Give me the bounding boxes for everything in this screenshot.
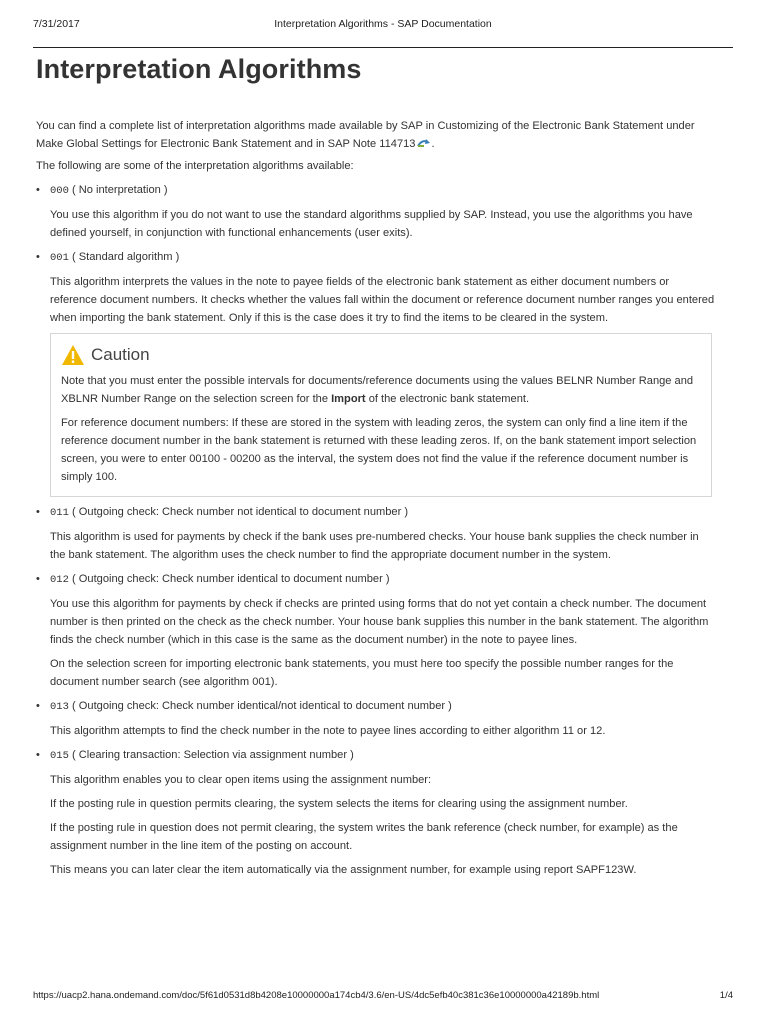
algorithm-code: 000 xyxy=(50,185,69,197)
page-number: 1/4 xyxy=(719,990,733,1001)
caution-box xyxy=(50,333,712,497)
algorithm-code: 011 xyxy=(50,507,69,519)
footer-url: https://uacp2.hana.ondemand.com/doc/5f61d0531d8b4208e10000000a174cb4/3.6/en-US/4dc5efb40c381c36e10000000a42189b.html xyxy=(33,990,600,1001)
header-divider xyxy=(33,47,733,48)
caution-paragraph: Note that you must enter the possible intervals for documents/reference documents using the values BELNR Number Range and XBLNR Number Range on the selection screen for the Import of the electronic bank statement. xyxy=(61,375,694,405)
page-title: Interpretation Algorithms xyxy=(36,54,362,84)
caution-paragraph: For reference document numbers: If these are stored in the system with leading zeros, the system can only find a line item if the reference document number in the bank statement is returned with these leading zeros. If, on the bank statement import selection screen, you were to enter 00100 - 00200 as the interval, the system does not find the value if the reference document number is simply 100. xyxy=(61,417,697,483)
algorithm-code: 015 xyxy=(50,750,69,762)
algorithm-title: ( No interpretation ) xyxy=(72,184,168,196)
algorithm-description: This algorithm enables you to clear open items using the assignment number: If the posting rule in question permits clearing, the system selects the items for clearing using the assignment number. If the posting rule in question does not permit clearing, the system writes the bank reference (check number, for example) as the assignment number in the line item of the posting on account. This means you can later clear the item automatically via the assignment number, for example using report SAPF123W. xyxy=(50,774,678,876)
sap-note-link[interactable]: 114713 xyxy=(379,138,416,150)
intro-list-lead: The following are some of the interpretation algorithms available: xyxy=(36,160,354,172)
list-item-013: • 013 ( Outgoing check: Check number identical/not identical to document number ) xyxy=(36,700,452,713)
intro-paragraph: You can find a complete list of interpretation algorithms made available by SAP in Customizing of the Electronic Bank Statement under Make Global Settings for Electronic Bank Statement and in SAP Note 114713 . xyxy=(36,120,695,150)
algorithm-code: 013 xyxy=(50,701,69,713)
algorithm-description: This algorithm interprets the values in the note to payee fields of the electronic bank statement as either document numbers or reference document numbers. It checks whether the values fall within the document or reference document number ranges you entered when importing the bank statement. Only if this is the case does it try to find the items to be cleared in the system. xyxy=(50,276,715,324)
caution-title: Caution xyxy=(91,345,150,364)
algorithm-description: This algorithm is used for payments by check if the bank uses pre-numbered checks. Your house bank supplies the check number in the bank statement. The algorithm uses the check number to find the appropriate document number in the system. xyxy=(50,531,699,561)
algorithm-title: ( Outgoing check: Check number identical/not identical to document number ) xyxy=(72,700,452,712)
document-body xyxy=(36,117,716,885)
algorithm-description: You use this algorithm if you do not want to use the standard algorithms supplied by SAP. Instead, you use the algorithms you have defined yourself, in conjunction with functional enhancements (user exits). xyxy=(50,209,693,239)
list-item-011: • 011 ( Outgoing check: Check number not identical to document number ) xyxy=(36,506,409,519)
algorithm-title: ( Clearing transaction: Selection via assignment number ) xyxy=(72,749,354,761)
list-item-015: • 015 ( Clearing transaction: Selection via assignment number ) xyxy=(36,749,354,762)
algorithm-title: ( Outgoing check: Check number not identical to document number ) xyxy=(72,506,409,518)
algorithm-code: 012 xyxy=(50,574,69,586)
external-link-icon[interactable] xyxy=(417,138,431,148)
algorithm-description: This algorithm attempts to find the check number in the note to payee lines according to either algorithm 11 or 12. xyxy=(50,725,606,737)
list-item-000: • 000 ( No interpretation ) xyxy=(36,184,168,197)
algorithm-title: ( Standard algorithm ) xyxy=(72,251,180,263)
print-date: 7/31/2017 xyxy=(33,18,80,30)
algorithm-title: ( Outgoing check: Check number identical to document number ) xyxy=(72,573,390,585)
warning-icon xyxy=(61,344,85,366)
list-item-001: • 001 ( Standard algorithm ) xyxy=(36,251,180,264)
list-item-012: • 012 ( Outgoing check: Check number identical to document number ) xyxy=(36,573,390,586)
algorithm-description: You use this algorithm for payments by check if checks are printed using forms that do not yet contain a check number. The document number is then printed on the check as the check number. Your house bank supplies this number in the bank statement. The algorithm finds the check number (which in this case is the same as the document number) in the note to payee lines. On the selection screen for importing electronic bank statements, you must here too specify the possible number ranges for the document number search (see algorithm 001). xyxy=(50,598,709,688)
algorithm-code: 001 xyxy=(50,252,69,264)
print-title: Interpretation Algorithms - SAP Documentation xyxy=(274,18,492,30)
print-header xyxy=(33,18,733,32)
